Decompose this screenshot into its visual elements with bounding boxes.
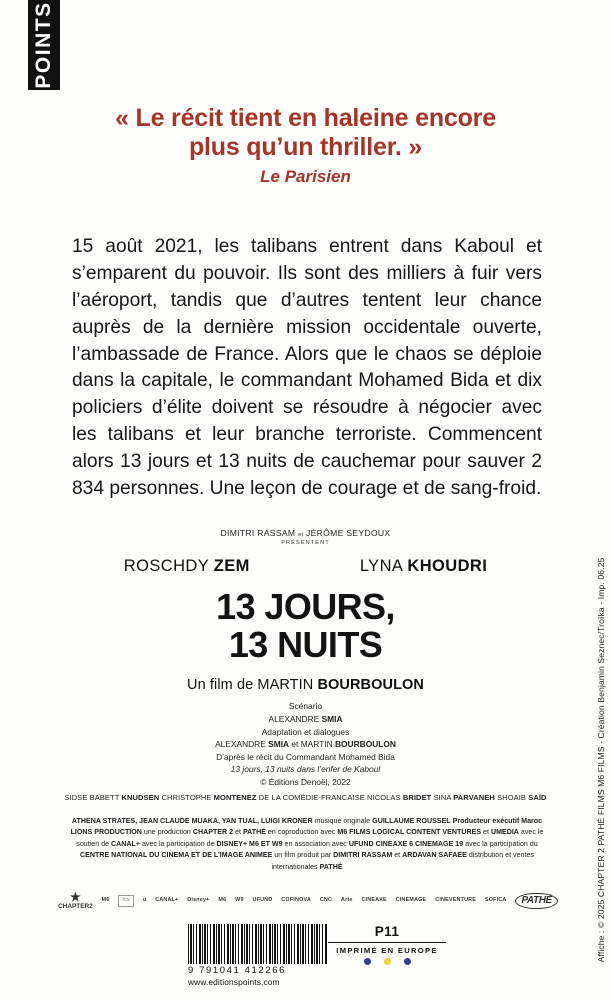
imprint-dots (322, 958, 452, 965)
production-exec-label: Producteur exécutif Maroc (452, 817, 543, 825)
chapter2-mark-icon: ★ (70, 890, 81, 905)
film-poster-credits (0, 528, 611, 789)
production-produced-by-label: une production (143, 828, 191, 837)
production-participation-label: avec la participation de (141, 839, 215, 848)
press-quote-source: Le Parisien (260, 167, 351, 186)
production-cnc-name: CENTRE NATIONAL DU CINEMA ET DE L’IMAGE ANIMEE (80, 851, 273, 860)
cast-a-firstname: SIDSE BABETT (64, 793, 120, 802)
star-left (124, 557, 250, 576)
adaptation-credit (0, 738, 611, 751)
logo-ufund: UFUND (252, 897, 273, 904)
production-participation-companies: DISNEY+ M6 ET W9 (216, 839, 283, 848)
press-quote-text (0, 104, 611, 161)
logo-sofica: SOFICA (484, 897, 507, 904)
logo-cofinova: COFINOVA (281, 897, 311, 904)
imprint-label: IMPRIMÉ EN EUROPE (336, 946, 438, 955)
production-credits-paragraph (62, 816, 552, 873)
partner-logo-strip (58, 886, 558, 916)
production-producer-2: ARDAVAN SAFAEE (402, 851, 467, 860)
cast-d-lastname: PARVANEH (453, 793, 495, 802)
production-producer-1: DIMITRI RASSAM (333, 851, 393, 860)
source-credit: D’après le récit du Commandant Mohamed Bida (216, 751, 395, 762)
production-coprod-label: en coproduction avec (267, 828, 336, 837)
film-title-line-1: 13 JOURS, (216, 586, 395, 627)
poster-legal-credit-text: Affiche : © 2025 CHAPTER 2 PATHÉ FILMS M6 FILMS - Création Benjamin Seznec/Troïka - Imp. 06.25 (596, 557, 606, 963)
director-credit (0, 677, 611, 693)
production-distributor: PATHÉ (319, 862, 343, 871)
poster-legal-credit-vertical (592, 540, 610, 980)
logo-chapter2 (58, 891, 93, 911)
production-producers-label: un film produit par (274, 851, 332, 860)
imprint-dot-1 (364, 958, 371, 965)
cast-c-lastname: BRIDET (402, 793, 432, 802)
publisher-website-url[interactable]: www.editionspoints.com (188, 977, 280, 987)
production-company-1: CHAPTER 2 (192, 828, 234, 837)
production-cnc-label: avec la participation du (465, 839, 538, 848)
logo-m6-2: M6 (218, 897, 227, 904)
press-quote-line-1: « Le récit tient en haleine encore (115, 104, 496, 132)
production-support-label: avec le soutien de (76, 828, 544, 848)
adaptation-a-firstname: ALEXANDRE (215, 739, 266, 750)
scenario-credit (0, 713, 611, 726)
presenter-2: JÉRÔME SEYDOUX (306, 528, 391, 538)
imprint-area (322, 924, 452, 965)
price-code: P11 (374, 924, 400, 939)
barcode-image (188, 924, 328, 964)
logo-chapter2-label: CHAPTER2 (58, 903, 93, 911)
adaptation-label: Adaptation et dialogues (261, 726, 350, 737)
imprint-dot-3 (404, 958, 411, 965)
production-conj-2: et (483, 828, 489, 837)
production-coprod-company-2: UMEDIA (490, 828, 519, 837)
star-right-lastname: KHOUDRI (407, 557, 488, 575)
cast-c-firstname: NICOLAS (367, 793, 401, 802)
cast-b-firstname: CHRISTOPHE (161, 793, 212, 802)
logo-w9: W9 (235, 897, 244, 904)
production-association-companies: UFUND CINEAXE 6 CINEMAGE 19 (348, 839, 464, 848)
imprint-dot-2 (384, 958, 391, 965)
barcode-digits: 9 791041 412266 (188, 965, 286, 976)
production-conj-3: et (394, 851, 401, 860)
cast-b-lastname: MONTENEZ (213, 793, 257, 802)
production-music-label: musique originale (314, 817, 371, 825)
star-right (360, 557, 487, 576)
presenter-1: DIMITRI RASSAM (220, 528, 296, 538)
press-quote-block (0, 104, 611, 187)
logo-m6-1: M6 (101, 897, 110, 904)
logo-cineventure: CINEVENTURE (435, 897, 477, 904)
adaptation-conjunction: et MARTIN (291, 739, 333, 750)
production-composer: GUILLAUME ROUSSEL (372, 817, 451, 825)
press-quote-line-2: plus qu’un thriller. » (188, 132, 423, 161)
cast-e-firstname: SHOAIB (497, 793, 527, 802)
logo-cineaxe: CINEAXE (361, 897, 387, 904)
production-coprod-companies: M6 FILMS LOGICAL CONTENT VENTURES (337, 828, 482, 837)
logo-arte: Arte (340, 897, 353, 904)
poster-small-credits (0, 700, 611, 788)
presentent-label: PRÉSENTENT (281, 540, 330, 546)
imprint-divider (328, 942, 446, 943)
production-distribution-label: distribution et ventes internationales (271, 851, 534, 871)
logo-canalplus: CANAL+ (155, 897, 179, 904)
scenario-label: Scénario (288, 701, 323, 712)
production-association-label: en association avec (284, 839, 347, 848)
star-left-firstname: ROSCHDY (123, 557, 209, 575)
source-book-title: 13 jours, 13 nuits dans l’enfer de Kaboul (230, 764, 381, 775)
adaptation-b-lastname: BOURBOULON (334, 739, 396, 750)
scenario-lastname: SMIA (321, 713, 343, 724)
publisher-logo-points (28, 0, 60, 90)
production-cast: ATHENA STRATES, JEAN CLAUDE MUAKA, YAN TUAL, LUIGI KRONER (71, 817, 313, 825)
director-prefix: Un film de MARTIN (187, 677, 314, 694)
star-left-lastname: ZEM (213, 557, 250, 575)
book-blurb: 15 août 2021, les talibans entrent dans Kaboul et s’emparent du pouvoir. Ils sont des milliers à fuir vers l’aéroport, tandis que d’autres tentent leur chance auprès de la dernière mission occidentale ouverte, l’ambassade de France. Alors que le chaos se déploie dans la capitale, le commandant Mohamed Bida et dix policiers d’élite doivent se résoudre à négocier avec les talibans et leur branche terroriste. Commencent alors 13 jours et 13 nuits de cauchemar pour sauver 2 834 personnes. Une leçon de courage et de sang-froid. (72, 236, 542, 499)
presenters-conjunction: et (298, 532, 304, 538)
publisher-logo-label: POINTS (32, 1, 55, 89)
source-copyright: © Éditions Denoël, 2022 (260, 776, 351, 787)
logo-cnc: CNC (319, 897, 333, 904)
logo-umedia: u (142, 897, 147, 904)
star-right-firstname: LYNA (359, 557, 403, 575)
starring-row (0, 557, 611, 576)
cast-a-lastname: KNUDSEN (121, 793, 160, 802)
adaptation-a-lastname: SMIA (268, 739, 290, 750)
logo-disneyplus: Disney+ (187, 897, 210, 904)
presenters-line (0, 528, 611, 538)
film-title (0, 588, 611, 664)
production-conj-1: et (235, 828, 241, 837)
production-company-2: PATHÉ (242, 828, 266, 837)
production-support-company: CANAL+ (111, 839, 140, 848)
logo-pathe-rooster: PATHÉ (515, 893, 557, 910)
film-title-line-2: 13 NUITS (228, 624, 383, 666)
cast-e-lastname: SAÏD (528, 793, 547, 802)
barcode-area (188, 924, 328, 987)
scenario-firstname: ALEXANDRE (268, 713, 320, 724)
cast-d-firstname: SINA (433, 793, 452, 802)
logo-lcv: lcv (118, 895, 134, 906)
production-exec-company: LIONS PRODUCTION (70, 828, 142, 837)
cast-b-affiliation: DE LA COMÉDIE-FRANCAISE (258, 793, 365, 802)
director-name: BOURBOULON (317, 677, 424, 694)
logo-cinemage: CINEMAGE (395, 897, 427, 904)
supporting-cast-line (0, 793, 611, 802)
